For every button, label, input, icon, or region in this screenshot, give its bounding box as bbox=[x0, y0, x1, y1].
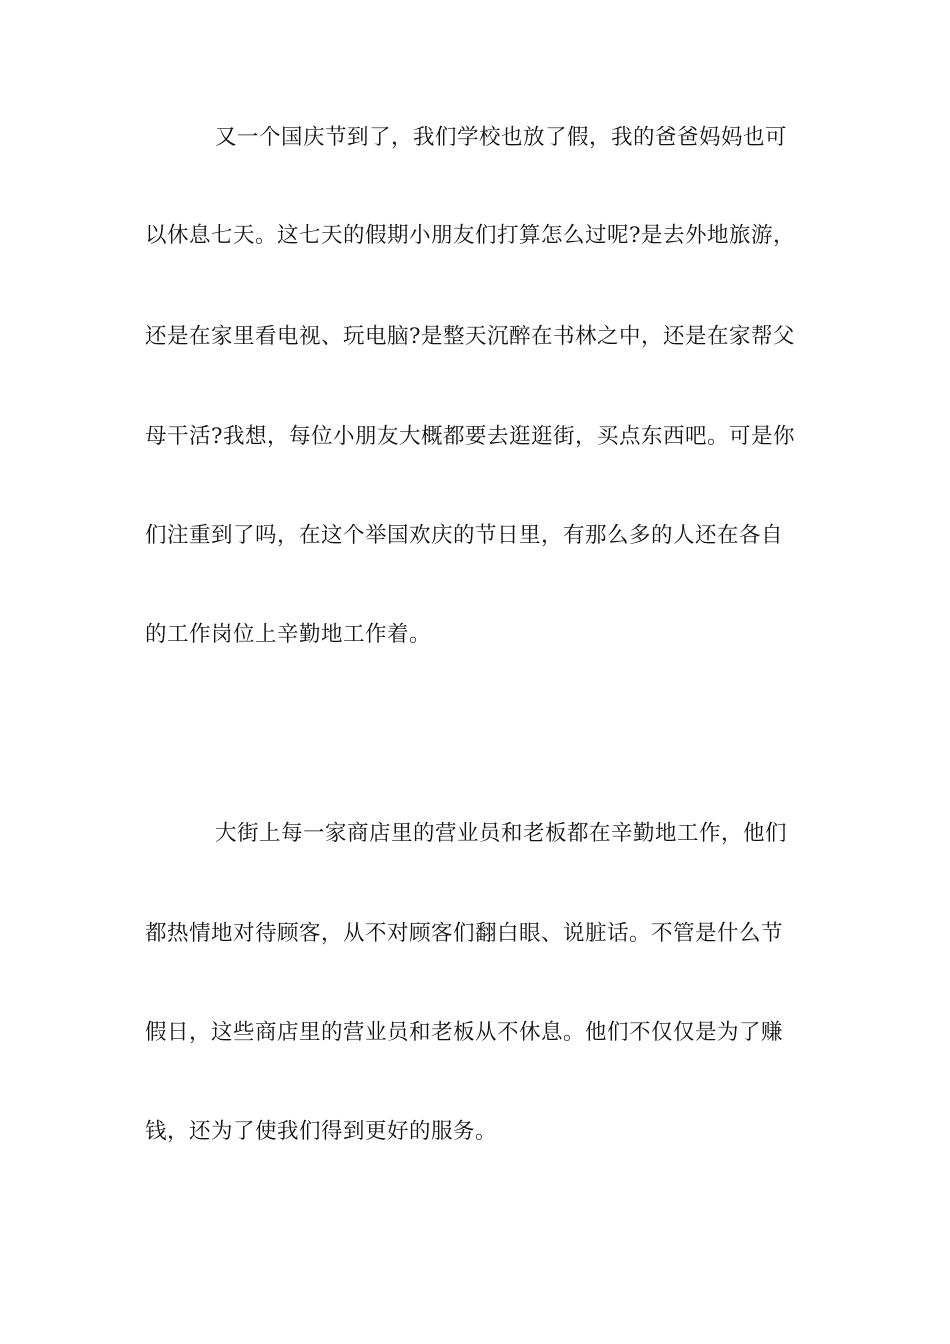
paragraph-line: 母干活?我想，每位小朋友大概都要去逛逛街，买点东西吧。可是你 bbox=[145, 424, 796, 449]
paragraph-line: 还是在家里看电视、玩电脑?是整天沉醉在书林之中，还是在家帮父 bbox=[145, 324, 796, 349]
paragraph-line: 又一个国庆节到了，我们学校也放了假，我的爸爸妈妈也可 bbox=[215, 125, 788, 150]
paragraph-line: 们注重到了吗，在这个举国欢庆的节日里，有那么多的人还在各自 bbox=[145, 523, 784, 548]
paragraph-line: 都热情地对待顾客，从不对顾客们翻白眼、说脏话。不管是什么节 bbox=[145, 921, 784, 946]
paragraph-line: 的工作岗位上辛勤地工作着。 bbox=[145, 622, 432, 647]
paragraph-line: 大街上每一家商店里的营业员和老板都在辛勤地工作，他们 bbox=[215, 821, 788, 846]
paragraph-line: 钱，还为了使我们得到更好的服务。 bbox=[145, 1119, 498, 1144]
paragraph-line: 以休息七天。这七天的假期小朋友们打算怎么过呢?是去外地旅游， bbox=[145, 223, 796, 248]
paragraph-line: 假日，这些商店里的营业员和老板从不休息。他们不仅仅是为了赚 bbox=[145, 1020, 784, 1045]
